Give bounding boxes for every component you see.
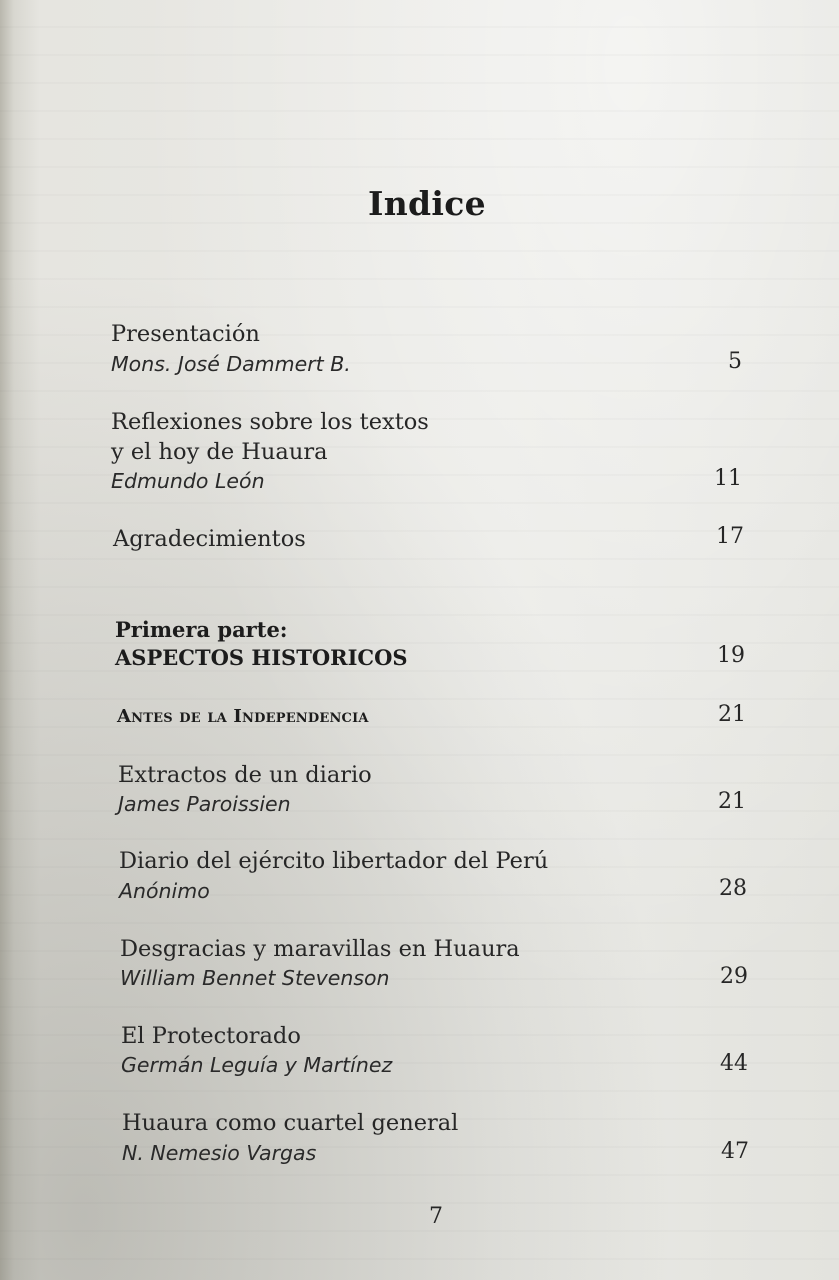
toc-entry-page-number: 21 xyxy=(718,789,746,814)
toc-entry-title: Extractos de un diario xyxy=(118,762,372,788)
toc-entry-title: Diario del ejército libertador del Perú xyxy=(119,848,549,874)
toc-entry-author: Mons. José Dammert B. xyxy=(111,352,351,376)
toc-entry-page-number: 29 xyxy=(720,964,748,989)
section-page-number: 21 xyxy=(718,702,746,727)
toc-entry-title: Presentación xyxy=(111,321,260,347)
toc-entry-page-number: 44 xyxy=(720,1051,748,1076)
toc-entry-author: Anónimo xyxy=(119,879,210,903)
part-title: ASPECTOS HISTORICOS xyxy=(115,645,408,670)
page-number-footer: 7 xyxy=(429,1204,443,1229)
toc-entry-title: El Protectorado xyxy=(121,1023,301,1049)
toc-entry-author: William Bennet Stevenson xyxy=(120,966,390,990)
toc-entry-title: Reflexiones sobre los textos xyxy=(111,409,429,435)
toc-entry-title-line-2: y el hoy de Huaura xyxy=(111,439,328,465)
part-page-number: 19 xyxy=(717,643,745,668)
toc-entry-page-number: 17 xyxy=(716,524,744,549)
section-title: Antes de la Independencia xyxy=(117,706,369,727)
toc-entry-author: N. Nemesio Vargas xyxy=(122,1141,317,1165)
toc-entry-page-number: 28 xyxy=(719,876,747,901)
toc-entry-title: Desgracias y maravillas en Huaura xyxy=(120,936,520,962)
toc-entry-author: Edmundo León xyxy=(111,469,265,493)
toc-entry-author: Germán Leguía y Martínez xyxy=(121,1053,393,1077)
toc-entry-title: Agradecimientos xyxy=(113,526,306,552)
part-label: Primera parte: xyxy=(115,617,288,642)
toc-entry-page-number: 11 xyxy=(714,466,742,491)
toc-entry-page-number: 5 xyxy=(728,349,742,374)
toc-entry-author: James Paroissien xyxy=(118,792,291,816)
page-title: Indice xyxy=(368,184,486,223)
toc-entry-title: Huaura como cuartel general xyxy=(122,1110,459,1136)
toc-entry-page-number: 47 xyxy=(721,1139,749,1164)
